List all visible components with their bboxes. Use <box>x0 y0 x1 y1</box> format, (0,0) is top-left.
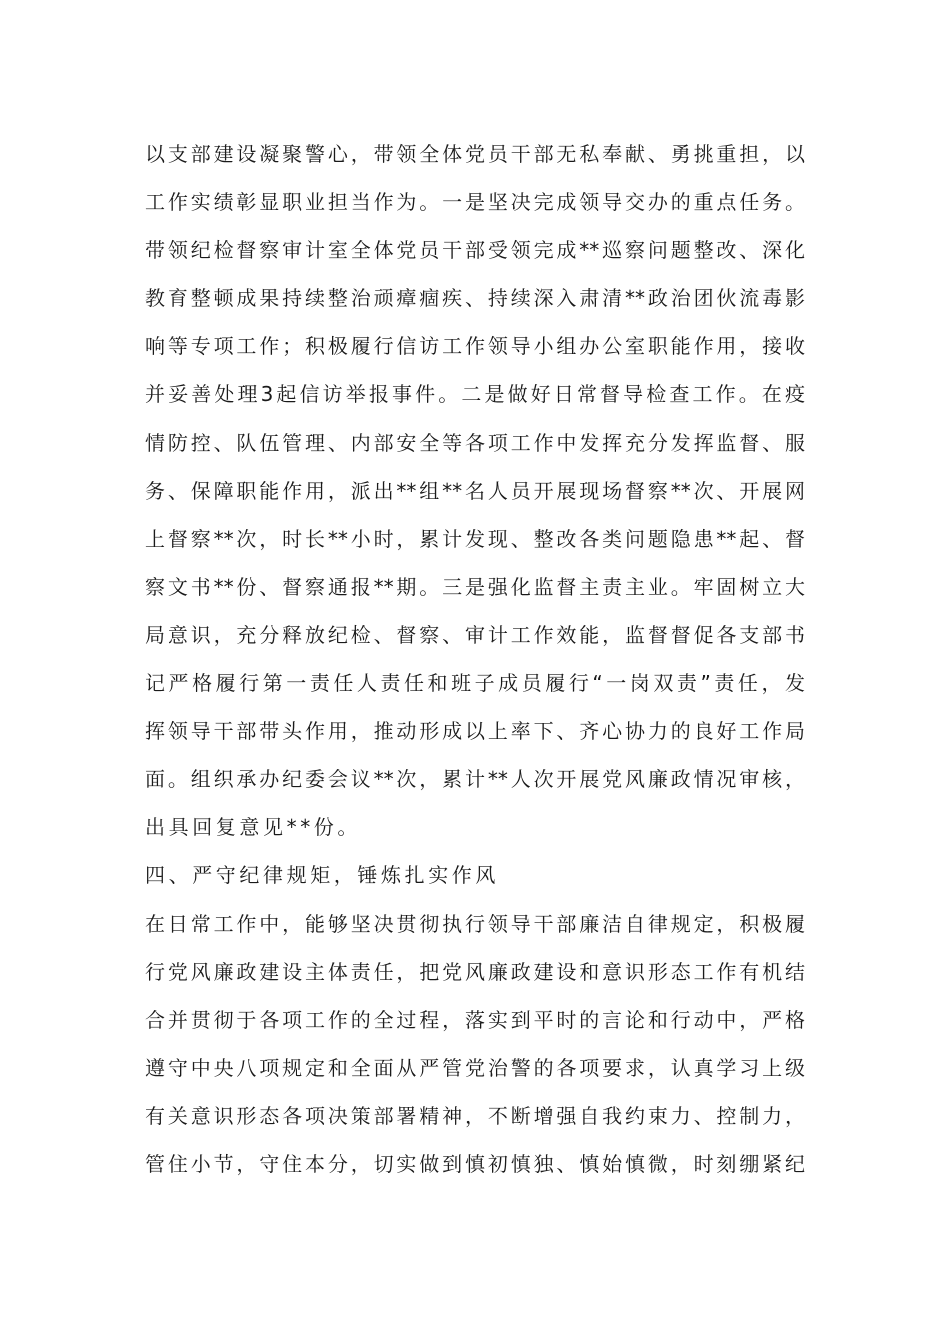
paragraph-line: 教育整顿成果持续整治顽瘴痼疾、持续深入肃清**政治团伙流毒影 <box>145 286 805 311</box>
paragraph-line: 响等专项工作；积极履行信访工作领导小组办公室职能作用，接收 <box>145 334 805 359</box>
paragraph-line: 带领纪检督察审计室全体党员干部受领完成**巡察问题整改、深化 <box>145 238 805 263</box>
paragraph-line: 面。组织承办纪委会议**次，累计**人次开展党风廉政情况审核， <box>145 767 805 792</box>
paragraph-line: 局意识，充分释放纪检、督察、审计工作效能，监督督促各支部书 <box>145 622 805 647</box>
body-text <box>145 130 805 1188</box>
paragraph-line: 察文书**份、督察通报**期。三是强化监督主责主业。牢固树立大 <box>145 574 805 599</box>
paragraph-line: 工作实绩彰显职业担当作为。一是坚决完成领导交办的重点任务。 <box>145 190 805 215</box>
paragraph-line: 遵守中央八项规定和全面从严管党治警的各项要求，认真学习上级 <box>145 1055 805 1080</box>
paragraph-line: 管住小节，守住本分，切实做到慎初慎独、慎始慎微，时刻绷紧纪 <box>145 1151 805 1176</box>
paragraph-line: 行党风廉政建设主体责任，把党风廉政建设和意识形态工作有机结 <box>145 959 805 984</box>
paragraph-line: 并妥善处理3起信访举报事件。二是做好日常督导检查工作。在疫 <box>145 382 805 407</box>
paragraph-line: 务、保障职能作用，派出**组**名人员开展现场督察**次、开展网 <box>145 478 805 503</box>
paragraph-line: 上督察**次，时长**小时，累计发现、整改各类问题隐患**起、督 <box>145 526 805 551</box>
paragraph-line: 以支部建设凝聚警心，带领全体党员干部无私奉献、勇挑重担，以 <box>145 142 805 166</box>
paragraph-line: 记严格履行第一责任人责任和班子成员履行“一岗双责”责任，发 <box>145 671 805 696</box>
paragraph-line: 有关意识形态各项决策部署精神，不断增强自我约束力、控制力， <box>145 1103 805 1128</box>
paragraph-line: 挥领导干部带头作用，推动形成以上率下、齐心协力的良好工作局 <box>145 719 805 744</box>
paragraph-line: 出具回复意见**份。 <box>145 815 361 840</box>
paragraph-line: 合并贯彻于各项工作的全过程，落实到平时的言论和行动中，严格 <box>145 1007 805 1032</box>
paragraph-line: 情防控、队伍管理、内部安全等各项工作中发挥充分发挥监督、服 <box>145 430 805 455</box>
section-heading: 四、严守纪律规矩，锤炼扎实作风 <box>145 863 499 888</box>
paragraph-line: 在日常工作中，能够坚决贯彻执行领导干部廉洁自律规定，积极履 <box>145 911 805 936</box>
